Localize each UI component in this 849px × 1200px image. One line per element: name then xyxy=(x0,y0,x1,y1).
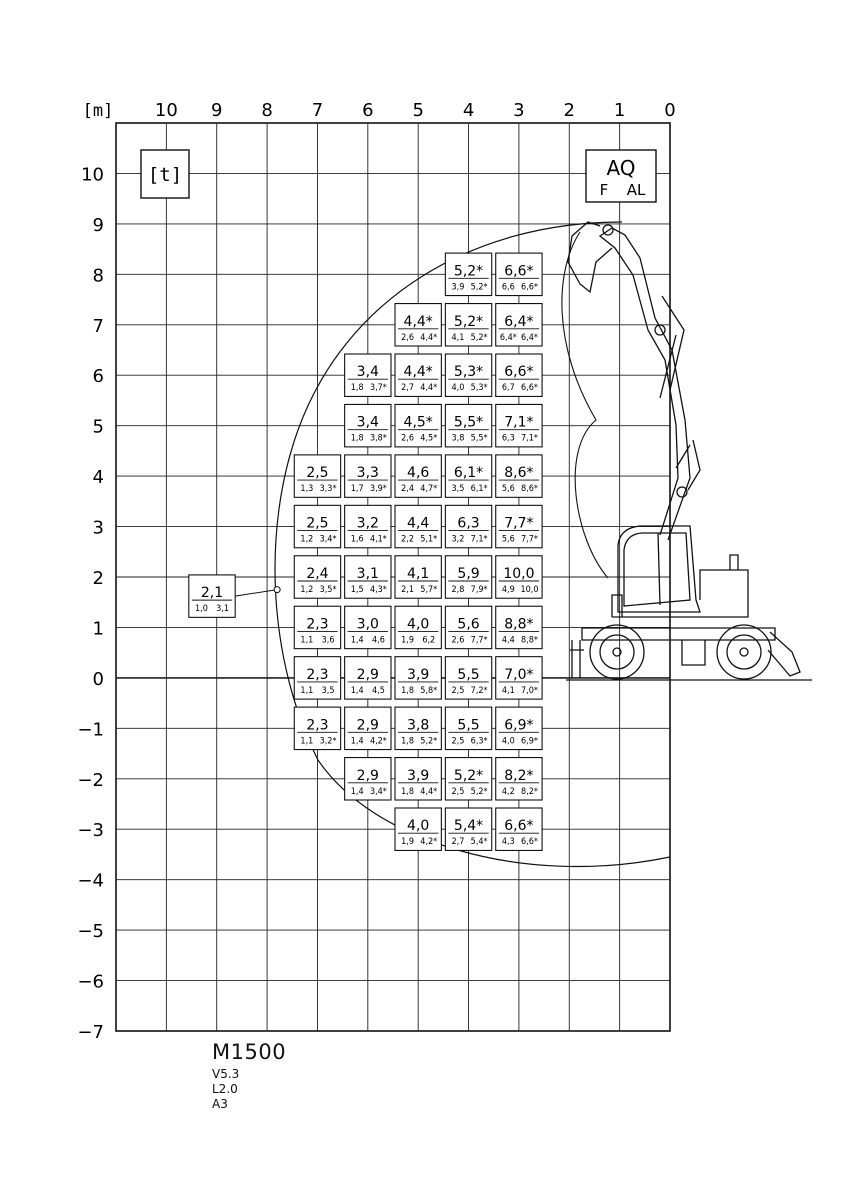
load-cell xyxy=(345,758,391,800)
load-cell-sub-value: 2,6 xyxy=(401,433,415,444)
y-tick-label: 6 xyxy=(92,366,104,388)
load-cell xyxy=(345,455,391,497)
model-name: M1500 xyxy=(212,1040,287,1064)
load-cell-sub-value: 7,0* xyxy=(521,685,538,696)
y-tick-label: 1 xyxy=(92,618,104,640)
load-cell xyxy=(345,657,391,699)
load-cell-main-value: 3,1 xyxy=(356,566,379,582)
load-cell-main-value: 5,2* xyxy=(453,313,484,330)
load-cell xyxy=(395,758,441,800)
load-cell xyxy=(445,354,491,396)
load-cell-main-value: 5,2* xyxy=(453,263,484,280)
y-tick-label: −6 xyxy=(77,971,104,993)
load-cell-sub-value: 1,4 xyxy=(350,786,364,797)
load-cell-sub-value: 7,1* xyxy=(470,534,488,545)
load-cell-sub-value: 1,5 xyxy=(350,585,364,595)
load-cell-sub-value: 4,4* xyxy=(420,786,438,797)
load-cell xyxy=(496,455,542,497)
x-tick-label: 1 xyxy=(613,100,626,121)
load-cell-main-value: 3,4 xyxy=(356,414,379,431)
load-cell-sub-value: 3,5 xyxy=(321,685,335,696)
load-cell-main-value: 6,6* xyxy=(504,364,534,381)
load-cell xyxy=(496,304,542,346)
x-tick-label: 6 xyxy=(362,100,374,121)
load-cell-main-value: 3,8 xyxy=(407,717,430,734)
load-cell-sub-value: 3,8 xyxy=(451,433,465,444)
load-cell-sub-value: 6,7 xyxy=(501,383,515,394)
load-cell xyxy=(395,606,441,648)
load-cell-sub-value: 4,9 xyxy=(501,585,515,595)
load-cell xyxy=(294,455,340,497)
load-cell-sub-value: 4,2* xyxy=(369,736,387,747)
load-cell-sub-value: 4,0 xyxy=(451,383,465,394)
load-cell-main-value: 8,6* xyxy=(504,465,534,482)
load-cell-main-value: 6,3 xyxy=(457,515,480,532)
load-cell-sub-value: 3,2* xyxy=(319,736,337,747)
load-cell xyxy=(294,556,340,598)
config-left-label: F xyxy=(599,181,609,199)
load-cell-main-value: 4,0 xyxy=(407,818,430,835)
load-cell-main-value: 7,1* xyxy=(504,414,534,431)
load-cell xyxy=(496,707,542,749)
load-cell-sub-value: 1,1 xyxy=(300,736,314,747)
load-cell-sub-value: 1,8 xyxy=(350,433,364,444)
load-cell-sub-value: 3,4* xyxy=(319,534,337,545)
load-cell-sub-value: 3,8* xyxy=(369,433,387,444)
load-cell-main-value: 2,9 xyxy=(356,717,379,734)
load-cell-sub-value: 4,5* xyxy=(420,433,438,444)
load-cell-main-value: 4,1 xyxy=(407,566,430,582)
load-cell-main-value: 2,5 xyxy=(306,465,329,482)
load-cell xyxy=(294,606,340,648)
load-cell xyxy=(395,354,441,396)
load-cell-sub-value: 3,3* xyxy=(319,484,337,495)
load-cell-main-value: 3,3 xyxy=(356,465,379,482)
load-cell-sub-value: 3,4* xyxy=(369,786,387,797)
load-cell-sub-value: 2,8 xyxy=(451,585,465,595)
load-cell-main-value: 4,4* xyxy=(403,313,433,330)
load-cell-sub-value: 2,6 xyxy=(401,332,415,343)
load-cell-sub-value: 4,6 xyxy=(371,635,385,646)
load-cell-sub-value: 3,9* xyxy=(369,484,387,495)
load-cell-sub-value: 3,2 xyxy=(451,534,465,545)
load-cell-main-value: 5,5* xyxy=(453,414,484,431)
load-cell-main-value: 2,4 xyxy=(306,566,329,582)
load-cell-sub-value: 6,6* xyxy=(521,837,538,848)
load-cell-sub-value: 5,2* xyxy=(420,736,438,747)
load-cell-sub-value: 1,9 xyxy=(401,837,415,848)
x-tick-label: 3 xyxy=(513,100,525,121)
load-cell-sub-value: 6,4* xyxy=(499,332,517,343)
load-cell-sub-value: 5,5* xyxy=(470,433,488,444)
load-cell-sub-value: 10,0 xyxy=(520,585,539,595)
x-tick-label: 5 xyxy=(412,100,424,121)
load-cell-sub-value: 5,4* xyxy=(470,837,488,848)
load-cell xyxy=(395,505,441,547)
load-cell xyxy=(496,556,542,598)
y-tick-label: −2 xyxy=(77,769,104,791)
load-cell xyxy=(395,556,441,598)
load-cell-main-value: 5,9 xyxy=(457,566,480,582)
x-tick-label: 7 xyxy=(311,100,324,121)
load-cell-sub-value: 2,7 xyxy=(401,383,415,394)
load-cell xyxy=(395,808,441,850)
load-cell-sub-value: 2,1 xyxy=(401,585,415,595)
load-cell-sub-value: 6,2 xyxy=(422,635,436,646)
load-cell-main-value: 2,3 xyxy=(306,616,329,633)
load-cell xyxy=(395,657,441,699)
load-cell-main-value: 4,5* xyxy=(403,414,433,431)
load-cell-sub-value: 1,7 xyxy=(350,484,364,495)
load-cell-sub-value: 6,6 xyxy=(501,282,515,293)
load-cell-sub-value: 2,4 xyxy=(401,484,415,495)
load-cell xyxy=(345,404,391,446)
load-cell xyxy=(496,404,542,446)
load-cell xyxy=(294,657,340,699)
load-cell xyxy=(445,404,491,446)
load-cell-sub-value: 6,3 xyxy=(501,433,515,444)
load-cell-main-value: 3,0 xyxy=(356,616,379,633)
load-cell-sub-value: 7,7* xyxy=(521,534,538,545)
load-cell-sub-value: 1,4 xyxy=(350,736,364,747)
load-cell-sub-value: 3,1 xyxy=(216,604,230,615)
load-cell-sub-value: 8,2* xyxy=(521,786,538,797)
load-cell-sub-value: 3,5* xyxy=(319,585,337,595)
load-cell-main-value: 2,3 xyxy=(306,666,329,683)
load-cell xyxy=(496,354,542,396)
load-cell-sub-value: 6,3* xyxy=(470,736,488,747)
load-cell-sub-value: 7,9* xyxy=(470,585,488,595)
y-tick-label: 7 xyxy=(92,315,104,337)
load-cell-main-value: 4,4* xyxy=(403,364,433,381)
load-cell-sub-value: 1,8 xyxy=(350,383,364,394)
load-cell xyxy=(445,556,491,598)
y-tick-label: −4 xyxy=(77,870,104,892)
max-reach-point xyxy=(274,587,280,593)
front-wheel xyxy=(717,625,771,679)
load-cell xyxy=(395,404,441,446)
x-tick-label: 10 xyxy=(154,100,178,121)
y-tick-label: 10 xyxy=(81,164,104,186)
load-cell-sub-value: 5,2* xyxy=(470,282,488,293)
y-tick-label: 4 xyxy=(92,467,104,489)
y-tick-label: 3 xyxy=(92,517,104,539)
load-cell-main-value: 4,6 xyxy=(407,465,430,482)
load-cell-main-value: 3,4 xyxy=(356,364,379,381)
load-cell-sub-value: 5,2* xyxy=(470,332,488,343)
load-cell-sub-value: 2,5 xyxy=(451,685,465,696)
load-cell-main-value: 5,2* xyxy=(453,767,484,784)
load-cell-main-value: 6,9* xyxy=(504,717,534,734)
load-cell-main-value: 5,3* xyxy=(453,364,484,381)
rear-wheel xyxy=(590,625,644,679)
load-cell xyxy=(345,707,391,749)
load-cell-sub-value: 6,4* xyxy=(521,332,538,343)
load-cell xyxy=(294,505,340,547)
load-cell-sub-value: 3,6 xyxy=(321,635,335,646)
spec-line-3: A3 xyxy=(212,1097,228,1111)
load-value-cells xyxy=(189,253,542,850)
load-cell-sub-value: 4,2 xyxy=(501,786,515,797)
load-cell-sub-value: 5,8* xyxy=(420,685,438,696)
y-tick-label: −5 xyxy=(77,921,104,943)
load-cell-sub-value: 4,1* xyxy=(369,534,387,545)
load-cell-sub-value: 7,1* xyxy=(521,433,538,444)
load-cell-main-value: 4,0 xyxy=(407,616,430,633)
load-cell-main-value: 2,9 xyxy=(356,767,379,784)
load-cell-sub-value: 1,1 xyxy=(300,635,314,646)
y-tick-label: 9 xyxy=(92,214,104,236)
load-cell-sub-value: 2,6 xyxy=(451,635,465,646)
load-cell xyxy=(445,657,491,699)
load-cell-sub-value: 6,6* xyxy=(521,383,538,394)
dozer-blade xyxy=(768,632,800,676)
load-cell xyxy=(496,505,542,547)
excavator-illustration xyxy=(566,222,812,680)
x-axis-unit: [m] xyxy=(82,101,114,121)
load-cell xyxy=(345,556,391,598)
y-tick-label: 8 xyxy=(92,265,104,287)
load-cell xyxy=(395,304,441,346)
load-cell-main-value: 2,9 xyxy=(356,666,379,683)
load-cell xyxy=(445,758,491,800)
load-cell-sub-value: 8,6* xyxy=(521,484,538,495)
x-tick-label: 2 xyxy=(563,100,575,121)
load-cell-sub-value: 4,1 xyxy=(501,685,515,696)
load-cell-sub-value: 4,2* xyxy=(420,837,438,848)
load-cell-main-value: 3,9 xyxy=(407,767,430,784)
load-cell xyxy=(345,354,391,396)
load-cell xyxy=(395,707,441,749)
load-cell-sub-value: 1,6 xyxy=(350,534,364,545)
load-cell-sub-value: 1,2 xyxy=(300,585,314,595)
load-cell-sub-value: 1,4 xyxy=(350,685,364,696)
load-cell-main-value: 5,5 xyxy=(457,666,480,683)
load-cell xyxy=(445,606,491,648)
load-cell-sub-value: 3,9 xyxy=(451,282,465,293)
spec-line-1: V5.3 xyxy=(212,1067,240,1081)
load-cell-main-value: 6,6* xyxy=(504,818,534,835)
load-cell-main-value: 4,4 xyxy=(407,515,430,532)
load-cell-sub-value: 4,0 xyxy=(501,736,515,747)
load-cell xyxy=(445,808,491,850)
y-tick-label: −3 xyxy=(77,820,104,842)
load-cell-sub-value: 1,3 xyxy=(300,484,314,495)
load-cell xyxy=(345,505,391,547)
load-cell-sub-value: 2,5 xyxy=(451,786,465,797)
x-tick-label: 4 xyxy=(462,100,475,121)
load-cell-main-value: 8,2* xyxy=(504,767,534,784)
config-right-label: AL xyxy=(626,181,646,199)
load-cell xyxy=(496,657,542,699)
load-cell xyxy=(445,455,491,497)
load-cell-main-value: 2,1 xyxy=(200,585,224,602)
load-cell-sub-value: 5,2* xyxy=(470,786,488,797)
load-cell-main-value: 7,7* xyxy=(504,515,534,532)
load-cell-sub-value: 1,4 xyxy=(350,635,364,646)
x-tick-label: 0 xyxy=(664,100,676,121)
x-tick-label: 9 xyxy=(211,100,223,121)
load-cell-sub-value: 5,6 xyxy=(501,534,515,545)
load-cell-sub-value: 4,3 xyxy=(501,837,515,848)
load-cell-main-value: 5,6 xyxy=(457,616,480,633)
load-cell-sub-value: 4,4* xyxy=(420,383,438,394)
load-cell-sub-value: 4,5 xyxy=(371,685,385,696)
load-cell-sub-value: 6,6* xyxy=(521,282,538,293)
load-cell-main-value: 6,1* xyxy=(453,465,484,482)
load-cell-sub-value: 6,1* xyxy=(470,484,488,495)
load-cell-sub-value: 8,8* xyxy=(521,635,538,646)
load-cell-sub-value: 3,7* xyxy=(369,383,387,394)
load-cell xyxy=(445,304,491,346)
load-cell-main-value: 2,5 xyxy=(306,515,329,532)
load-cell-sub-value: 4,3* xyxy=(369,585,387,595)
load-cell-main-value: 6,6* xyxy=(504,263,534,280)
load-cell xyxy=(496,253,542,295)
y-tick-label: 2 xyxy=(92,568,104,589)
load-cell-main-value: 5,4* xyxy=(453,818,484,835)
load-cell-sub-value: 1,8 xyxy=(401,685,415,696)
load-cell-sub-value: 2,7 xyxy=(451,837,465,848)
load-cell-sub-value: 1,8 xyxy=(401,736,415,747)
load-cell-main-value: 10,0 xyxy=(503,566,535,582)
load-cell-sub-value: 2,2 xyxy=(401,534,415,545)
load-cell-main-value: 2,3 xyxy=(306,717,329,734)
y-tick-label: −1 xyxy=(77,719,104,741)
load-cell-sub-value: 3,5 xyxy=(451,484,465,495)
load-cell-main-value: 3,2 xyxy=(356,515,379,532)
load-cell xyxy=(345,606,391,648)
y-tick-label: 0 xyxy=(92,668,104,690)
load-cell-sub-value: 1,8 xyxy=(401,786,415,797)
y-tick-label: −7 xyxy=(77,1022,104,1043)
load-cell-sub-value: 1,1 xyxy=(300,685,314,696)
load-cell-sub-value: 2,5 xyxy=(451,736,465,747)
load-cell xyxy=(395,455,441,497)
load-cell-main-value: 3,9 xyxy=(407,666,430,683)
load-cell-sub-value: 6,9* xyxy=(521,736,538,747)
max-reach-cell xyxy=(189,575,235,617)
load-cell xyxy=(445,707,491,749)
load-cell-main-value: 7,0* xyxy=(504,666,534,683)
load-cell-sub-value: 5,3* xyxy=(470,383,488,394)
load-cell xyxy=(496,606,542,648)
inner-range-arc xyxy=(562,232,608,578)
load-cell-sub-value: 4,7* xyxy=(420,484,438,495)
load-cell xyxy=(445,253,491,295)
load-cell-sub-value: 5,6 xyxy=(501,484,515,495)
load-cell-sub-value: 4,4 xyxy=(501,635,515,646)
y-tick-label: 5 xyxy=(92,416,104,438)
load-cell-sub-value: 5,1* xyxy=(420,534,438,545)
max-reach-leader xyxy=(235,590,277,597)
load-cell-sub-value: 7,7* xyxy=(470,635,488,646)
chassis xyxy=(582,628,775,640)
load-cell-sub-value: 4,1 xyxy=(451,332,465,343)
load-cell xyxy=(496,758,542,800)
config-title: AQ xyxy=(606,156,636,180)
x-tick-label: 8 xyxy=(261,100,273,121)
spec-line-2: L2.0 xyxy=(212,1082,238,1096)
load-cell-sub-value: 1,2 xyxy=(300,534,314,545)
load-cell xyxy=(445,505,491,547)
unit-label: [t] xyxy=(147,164,183,186)
load-cell-main-value: 6,4* xyxy=(504,313,534,330)
load-cell-main-value: 8,8* xyxy=(504,616,534,633)
load-cell-main-value: 5,5 xyxy=(457,717,480,734)
load-cell xyxy=(496,808,542,850)
load-cell-sub-value: 7,2* xyxy=(470,685,488,696)
load-cell-sub-value: 4,4* xyxy=(420,332,438,343)
load-cell-sub-value: 1,9 xyxy=(401,635,415,646)
load-cell-sub-value: 1,0 xyxy=(194,604,208,615)
load-cell-sub-value: 5,7* xyxy=(420,585,438,595)
load-cell xyxy=(294,707,340,749)
